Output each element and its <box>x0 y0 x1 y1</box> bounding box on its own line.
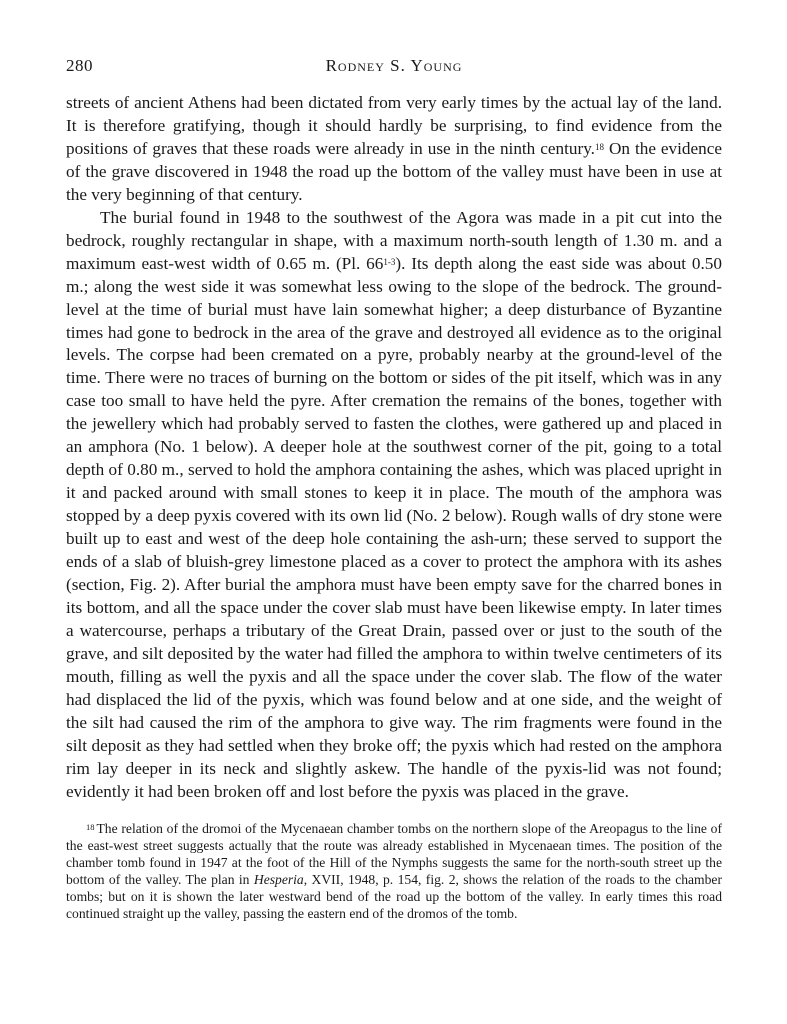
footnote-reference: 18 <box>594 141 604 152</box>
paragraph-text: ). Its depth along the east side was about 0.50 m.; along the west side it was somewhat less owing to the slope of the bedrock. The ground-level at the time of burial must have lain somewhat higher; a deep disturbance of Byzantine times had gone to bedrock in the area of the grave and destroyed all evidence as to the original levels. The corpse had been cremated on a pyre, probably nearby at the ground-level of the time. There were no traces of burning on the bottom or sides of the pit itself, which was in any case too small to have held the pyre. After cremation the remains of the bones, together with the jewellery which had probably served to fasten the clothes, were gathered up and placed in an amphora (No. 1 below). A deeper hole at the southwest corner of the pit, going to a total depth of 0.80 m., served to hold the amphora containing the ashes, which was placed upright in it and packed around with small stones to keep it in place. The mouth of the amphora was stopped by a deep pyxis covered with its own lid (No. 2 below). Rough walls of dry stone were built up to east and west of the deep hole containing the ash-urn; these served to support the ends of a slab of bluish-grey limestone placed as a cover to protect the amphora with its ashes (section, Fig. 2). After burial the amphora must have been empty save for the charred bones in its bottom, and all the space under the cover slab must have been likewise empty. In later times a watercourse, perhaps a tributary of the Great Drain, passed over or just to the south of the grave, and silt deposited by the water had filled the amphora to within twelve centimeters of its mouth, filling as well the pyxis and all the space under the cover slab. The flow of the water had displaced the lid of the pyxis, which was found below and at one side, and the weight of the silt had caused the rim of the amphora to give way. The rim fragments were found in the silt deposit as they had settled when they broke off; the pyxis which had rested on the amphora rim lay deeper in its neck and slightly askew. The handle of the pyxis-lid was not found; evidently it had been broken off and lost before the pyxis was placed in the grave. <box>66 253 722 801</box>
footnote-text: , XVII, 1948, p. 154, fig. 2, shows the relation of the roads to the chamber tombs; but on it is shown the later westward bend of the road up the bottom of the valley. In early times this road continued straight up the valley, passing the eastern end of the dromos of the tomb. <box>66 871 722 922</box>
page-header <box>66 56 722 80</box>
paragraph-text: The burial found in 1948 to the southwest of the Agora was made in a pit cut into the bedrock, roughly rectangular in shape, with a maximum north-south length of 1.30 m. and a maximum east-west width of 0.65 m. (Pl. 66 <box>66 207 722 273</box>
running-head: Rodney S. Young <box>325 56 463 75</box>
footnote-marker: 18 <box>86 821 95 832</box>
page <box>66 56 722 922</box>
footnote-text: The relation of the dromoi of the Mycenaean chamber tombs on the northern slope of the Areopagus to the line of the east-west street suggests actually that the route was already established in Mycenaean times. The position of the chamber tomb found in 1947 at the foot of the Hill of the Nymphs suggests the same for the north-south street up the bottom of the valley. The plan in <box>66 820 722 887</box>
plate-reference: 1-3 <box>383 256 396 267</box>
paragraph-continued <box>66 92 722 207</box>
body-text <box>66 92 722 804</box>
paragraph-text: On the evidence of the grave discovered in 1948 the road up the bottom of the valley must have been in use at the very beginning of that century. <box>66 138 723 204</box>
page-number: 280 <box>66 56 93 75</box>
paragraph-text: streets of ancient Athens had been dictated from very early times by the actual lay of the land. It is therefore gratifying, though it should hardly be surprising, to find evidence from the positions of graves that these roads were already in use in the ninth century. <box>66 93 722 158</box>
footnote <box>66 820 722 923</box>
paragraph-burial <box>66 207 722 804</box>
footnote-journal-title: Hesperia <box>253 871 304 887</box>
